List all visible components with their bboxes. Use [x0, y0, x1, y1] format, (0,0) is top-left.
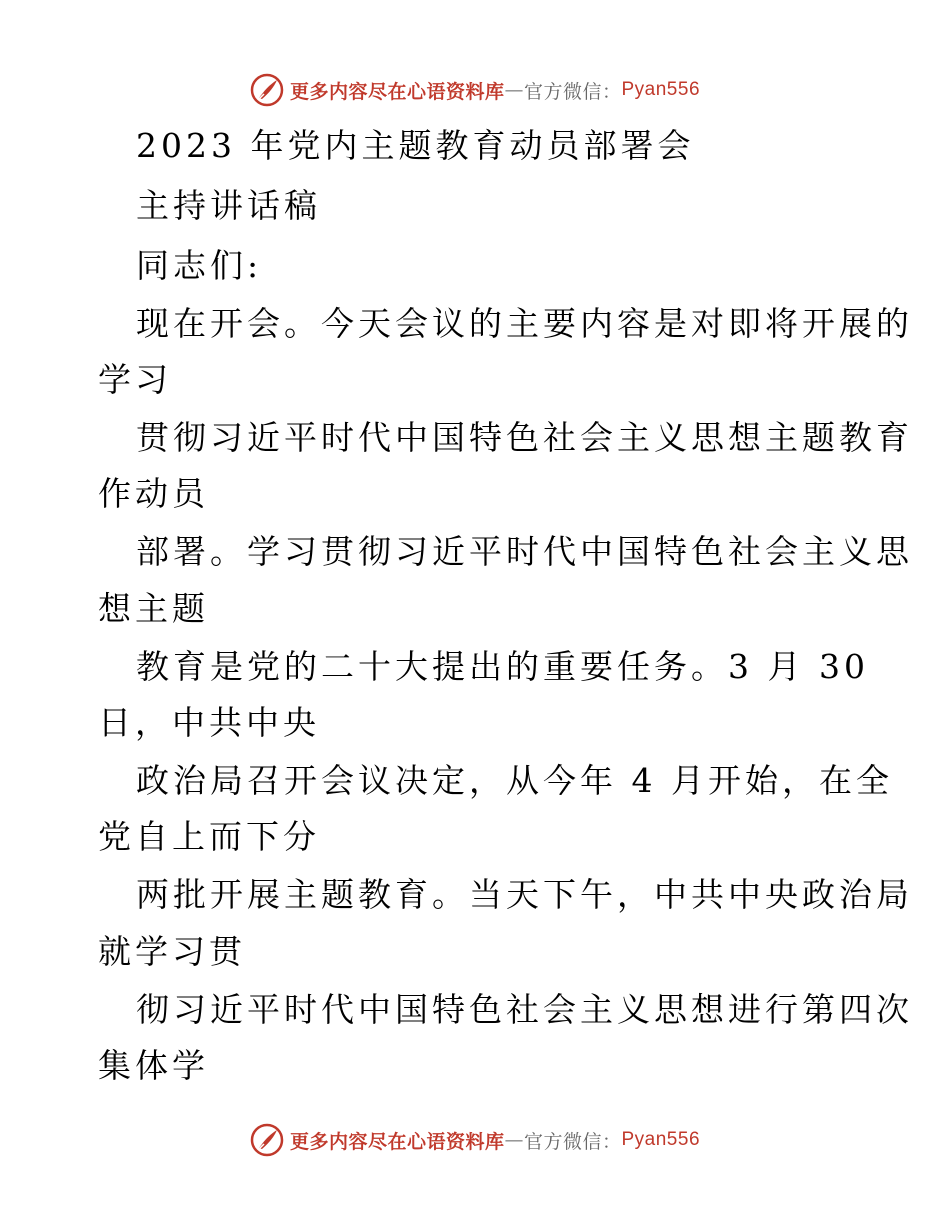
doc-line: 贯彻习近平时代中国特色社会主义思想主题教育	[136, 418, 913, 457]
doc-title-line-1: 2023 年党内主题教育动员部署会	[136, 126, 695, 165]
doc-line: 党自上而下分	[98, 817, 320, 856]
doc-line: 集体学	[98, 1046, 209, 1085]
watermark-separator: —	[504, 79, 524, 101]
doc-line: 学习	[98, 360, 172, 399]
quill-logo-icon	[250, 1123, 284, 1157]
watermark-footer	[0, 1120, 950, 1160]
watermark-id: Pyan556	[621, 1129, 701, 1150]
watermark-label: 官方微信：	[523, 1130, 622, 1153]
doc-title-line-2: 主持讲话稿	[136, 186, 321, 225]
watermark-label: 官方微信：	[523, 80, 622, 103]
watermark-separator: —	[504, 1129, 524, 1151]
doc-line: 彻习近平时代中国特色社会主义思想进行第四次	[136, 990, 913, 1029]
doc-line: 政治局召开会议决定，从今年 4 月开始，在全	[136, 761, 893, 800]
quill-logo-icon	[250, 73, 284, 107]
doc-line: 现在开会。今天会议的主要内容是对即将开展的	[136, 304, 913, 343]
watermark-id: Pyan556	[621, 79, 701, 100]
doc-line: 想主题	[98, 589, 209, 628]
doc-line: 就学习贯	[98, 932, 246, 971]
doc-salutation: 同志们:	[136, 246, 263, 285]
doc-line: 两批开展主题教育。当天下午，中共中央政治局	[136, 875, 913, 914]
watermark-text: 更多内容尽在心语资料库	[289, 80, 505, 103]
doc-line: 教育是党的二十大提出的重要任务。3 月 30	[136, 647, 869, 686]
watermark-header	[0, 70, 950, 110]
watermark-text: 更多内容尽在心语资料库	[289, 1130, 505, 1153]
doc-line: 部署。学习贯彻习近平时代中国特色社会主义思	[136, 532, 913, 571]
doc-line: 作动员	[98, 474, 209, 513]
doc-line: 日，中共中央	[98, 703, 320, 742]
